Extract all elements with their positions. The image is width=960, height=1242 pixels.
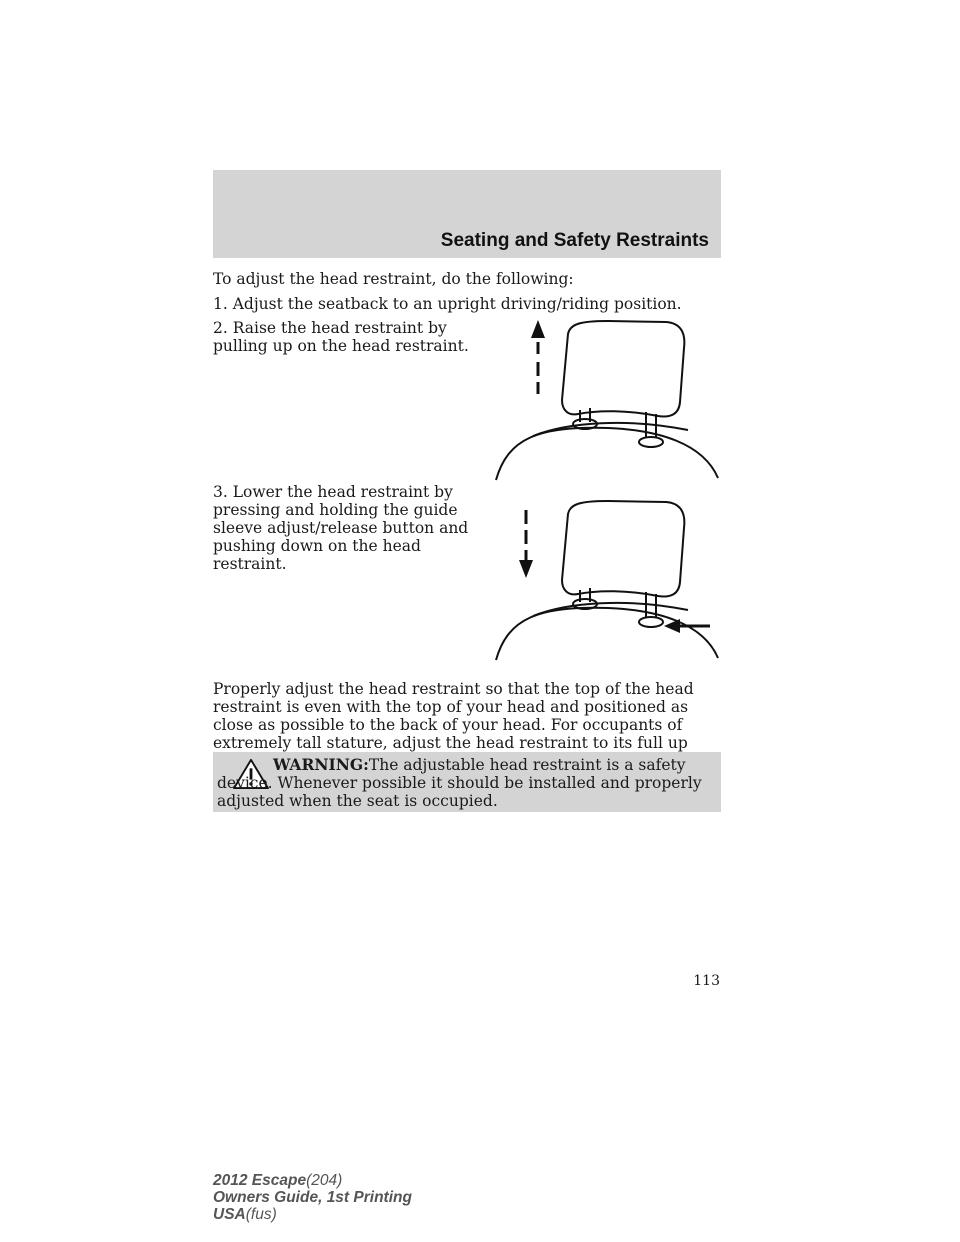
warning-box <box>213 752 721 812</box>
step-1-text: 1. Adjust the seatback to an upright driving/riding position. <box>213 295 682 313</box>
up-arrow-icon <box>531 320 545 394</box>
section-title: Seating and Safety Restraints <box>440 230 709 251</box>
raise-head-restraint-illustration <box>488 318 724 486</box>
down-arrow-icon <box>519 510 533 578</box>
step-3-text: 3. Lower the head restraint by pressing and holding the guide sleeve adjust/release button and pushing down on the head restraint. <box>213 483 469 573</box>
section-header <box>213 170 721 258</box>
lower-head-restraint-illustration <box>488 498 724 666</box>
step-2-text: 2. Raise the head restraint by pulling up on the head restraint. <box>213 319 469 355</box>
document-footer <box>213 1172 412 1223</box>
footer-model: 2012 Escape <box>213 1172 307 1189</box>
footer-model-code: (204) <box>306 1172 343 1189</box>
page-number: 113 <box>693 973 720 989</box>
warning-message: The adjustable head restraint is a safety device. Whenever possible it should be installed and properly adjusted when the seat is occupied. <box>217 756 702 810</box>
footer-market-code: (fus) <box>245 1206 277 1223</box>
intro-paragraph: To adjust the head restraint, do the following: <box>213 270 574 288</box>
footer-printing: Owners Guide, 1st Printing <box>213 1189 412 1206</box>
release-button-arrow-icon <box>664 619 710 633</box>
footer-market: USA <box>213 1206 246 1223</box>
warning-label: WARNING: <box>273 755 369 774</box>
warning-text <box>217 756 713 810</box>
adjustment-guidance-paragraph: Properly adjust the head restraint so that the top of the head restraint is even with the top of your head and positioned as close as possible to the back of your head. For occupants of extremely tall stature, adjust the head restraint to its full up <box>213 680 694 752</box>
